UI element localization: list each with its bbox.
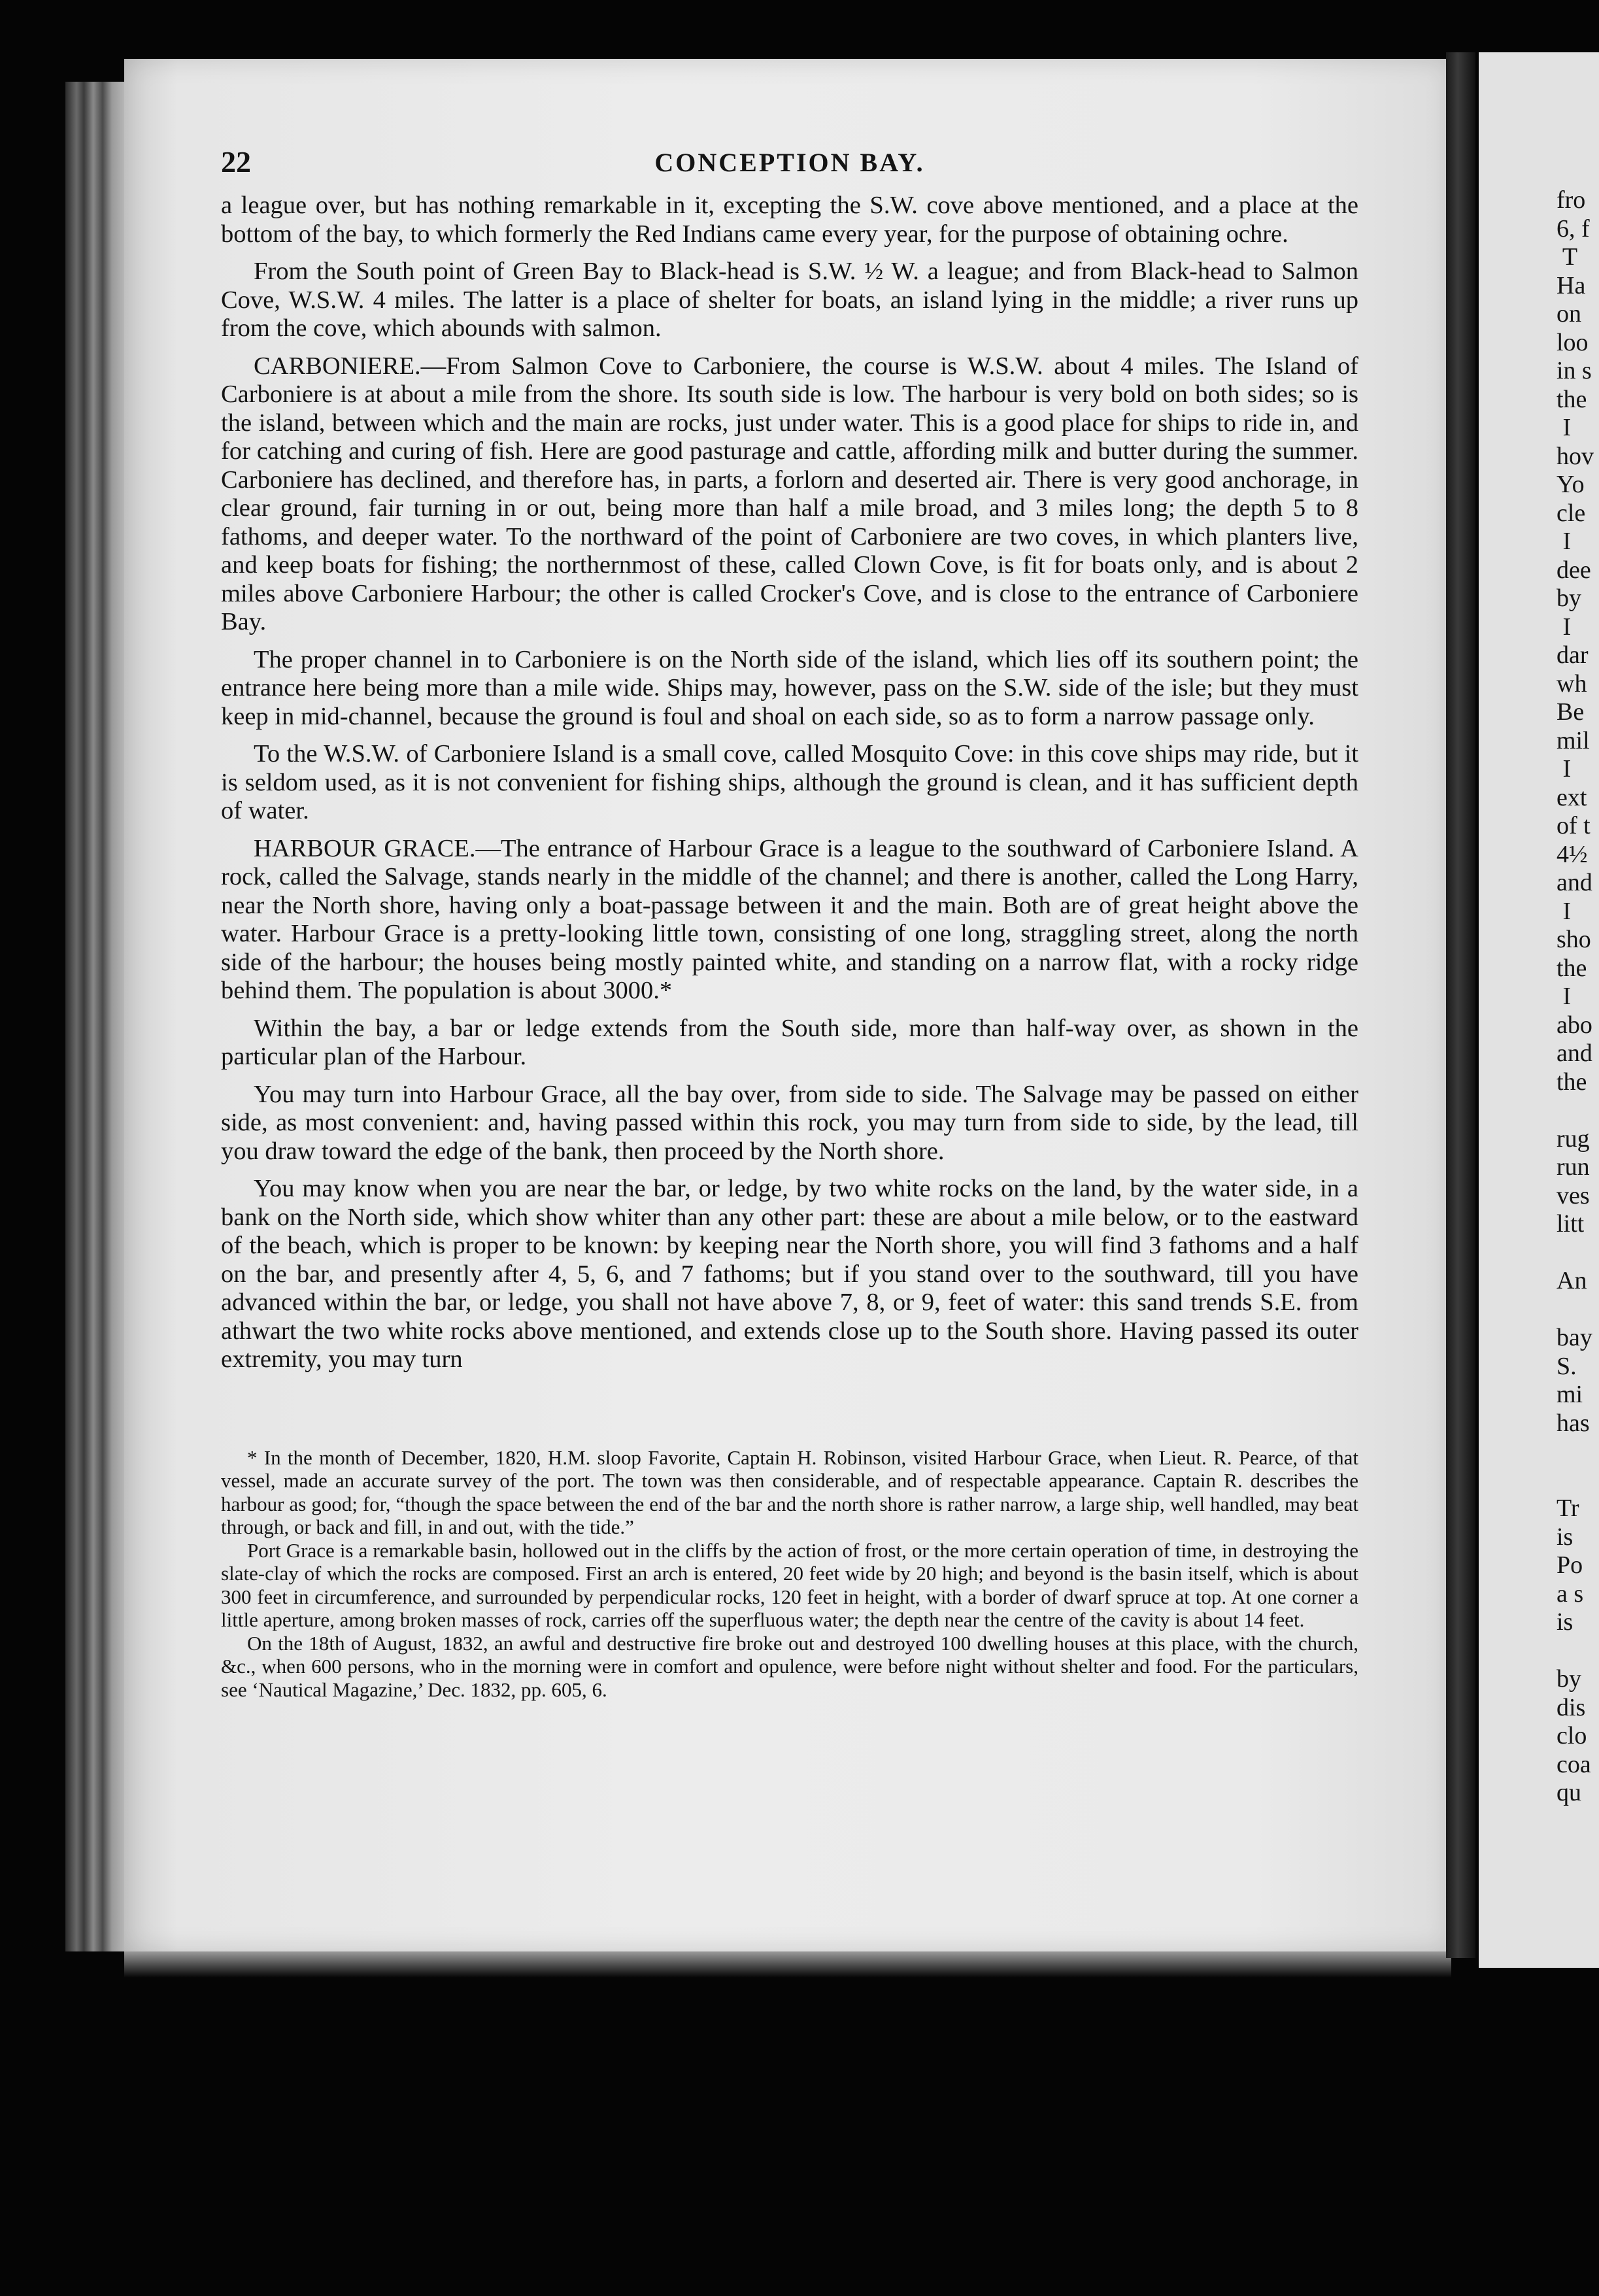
paragraph: The proper channel in to Carboniere is on the North side of the island, which lies off its southern point; the entrance here being more than a mile wide. Ships may, however, pass on the S.W. side of the isle; but they must keep in mid-channel, because the ground is foul and shoal on each side, so as to form a narrow passage only.	[221, 645, 1358, 730]
page-bottom-edge	[124, 1951, 1451, 1978]
page-header	[221, 141, 1358, 186]
paragraph: HARBOUR GRACE.—The entrance of Harbour Grace is a league to the southward of Carboniere Island. A rock, called the Salvage, stands nearly in the middle of the channel; and there is another, called the Long Harry, near the North shore, having only a boat-passage between it and the main. Both are of great height above the water. Harbour Grace is a pretty-looking little town, consisting of one long, straggling street, along the north side of the harbour; the houses being mostly painted white, and standing on a narrow flat, with a rocky ridge behind them. The population is about 3000.*	[221, 834, 1358, 1004]
paragraph: CARBONIERE.—From Salmon Cove to Carboniere, the course is W.S.W. about 4 miles. The Island of Carboniere is at about a mile from the shore. Its south side is low. The harbour is very bold on both sides; so is the island, between which and the main are rocks, just under water. This is a good place for ships to ride in, and for catching and curing of fish. Here are good pasturage and cattle, affording milk and butter during the summer. Carboniere has declined, and therefore has, in parts, a forlorn and deserted air. There is very good anchorage, in clear ground, fair turning in or out, being more than half a mile broad, and 3 miles long; the depth 5 to 8 fathoms, and deeper water. To the northward of the point of Carboniere are two coves, in which planters live, and keep boats for fishing; the northernmost of these, called Clown Cove, is fit for boats only, and is about 2 miles above Carboniere Harbour; the other is called Crocker's Cove, and is close to the entrance of Carboniere Bay.	[221, 352, 1358, 635]
paragraph: From the South point of Green Bay to Black-head is S.W. ½ W. a league; and from Black-head to Salmon Cove, W.S.W. 4 miles. The latter is a place of shelter for boats, an island lying in the middle; a river runs up from the cove, which abounds with salmon.	[221, 258, 1358, 342]
paragraph: You may know when you are near the bar, or ledge, by two white rocks on the land, by the water side, in a bank on the North side, which show whiter than any other part: these are about a mile below, or to the eastward of the beach, which is proper to be known: by keeping near the North shore, you will find 3 fathoms and a half on the bar, and presently after 4, 5, 6, and 7 fathoms; but if you stand over to the southward, till you have advanced within the bar, or ledge, you shall not have above 7, 8, or 9, feet of water: this sand trends S.E. from athwart the two white rocks above mentioned, and extends close up to the South shore. Having passed its outer extremity, you may turn	[221, 1175, 1358, 1373]
page-gutter	[1446, 52, 1475, 1958]
page-content	[221, 141, 1358, 1701]
footnote: Port Grace is a remarkable basin, hollowed out in the cliffs by the action of frost, or the more certain operation of time, in destroying the slate-clay of which the rocks are composed. First an arch is entered, 20 feet wide by 20 high; and beyond is the basin itself, which is about 300 feet in circumference, and surrounded by perpendicular rocks, 120 feet in height, with a border of dwarf spruce at top. At one corner a little aperture, among broken masses of rock, carries off the superfluous water; the depth near the centre of the cavity is about 14 feet.	[221, 1538, 1358, 1631]
paragraph: To the W.S.W. of Carboniere Island is a small cove, called Mosquito Cove: in this cove ships may ride, but it is seldom used, as it is not convenient for fishing ships, although the ground is clean, and it has sufficient depth of water.	[221, 740, 1358, 824]
footnote: On the 18th of August, 1832, an awful and destructive fire broke out and destroyed 100 dwelling houses at this place, with the church, &c., when 600 persons, who in the morning were in comfort and opulence, were before night without shelter and food. For the particulars, see ‘Nautical Magazine,’ Dec. 1832, pp. 605, 6.	[221, 1631, 1358, 1701]
footnote-separator	[221, 1383, 1358, 1446]
book-spine	[65, 82, 127, 1951]
page-number: 22	[221, 145, 251, 178]
footnotes	[221, 1446, 1358, 1702]
body-text	[221, 192, 1358, 1374]
footnote: * In the month of December, 1820, H.M. sloop Favorite, Captain H. Robinson, visited Harbour Grace, when Lieut. R. Pearce, of that vessel, made an accurate survey of the port. The town was then considerable, and of respectable appearance. Captain R. describes the harbour as good; for, “though the space between the end of the bar and the north shore is rather narrow, a large ship, well handled, may beat through, or back and fill, in and out, with the tide.”	[221, 1445, 1358, 1538]
running-head: CONCEPTION BAY.	[654, 148, 925, 177]
paragraph: Within the bay, a bar or ledge extends from the South side, more than half-way over, as shown in the particular plan of the Harbour.	[221, 1014, 1358, 1070]
paragraph: a league over, but has nothing remarkable in it, excepting the S.W. cove above mentioned, and a place at the bottom of the bay, to which formerly the Red Indians came every year, for the purpose of obtaining ochre.	[221, 192, 1358, 248]
paragraph: You may turn into Harbour Grace, all the bay over, from side to side. The Salvage may be passed on either side, as most convenient: and, having passed within this rock, you may turn from side to side, by the lead, till you draw toward the edge of the bank, then proceed by the North shore.	[221, 1080, 1358, 1165]
adjacent-page-text: fro 6, f T Ha on loo in s the I hov Yo cle I dee by I dar wh Be mil I ext of t 4½ and I sho the I abo and the rug run ves litt An bay S. mi has Tr is Po a s is by dis clo coa qu	[1557, 186, 1594, 1806]
